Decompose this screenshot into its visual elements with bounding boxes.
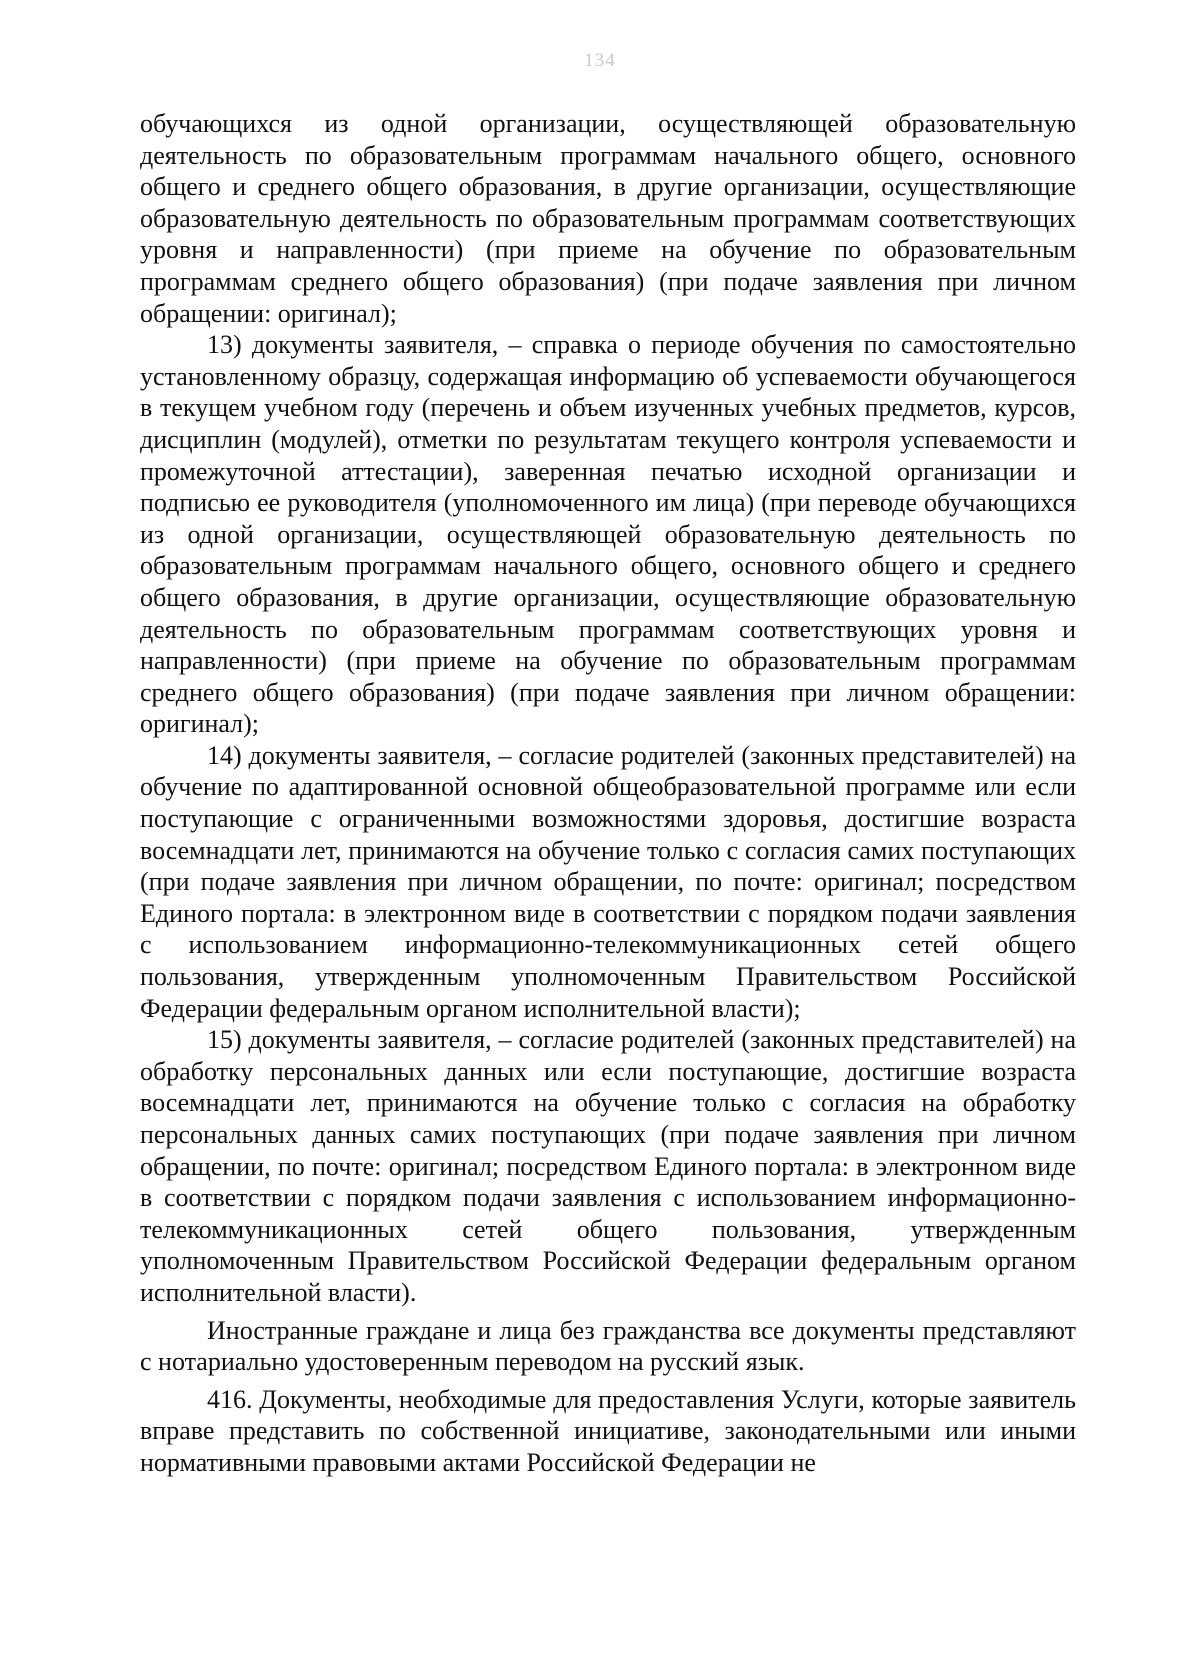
paragraph-foreign-citizens: Иностранные граждане и лица без гражданства все документы представляют с нотариально удостоверенным переводом на русский язык.	[140, 1315, 1076, 1377]
paragraph-item-13: 13) документы заявителя, – справка о периоде обучения по самостоятельно установленному образцу, содержащая информацию об успеваемости обучающегося в текущем учебном году (перечень и объем изученных учебных предметов, курсов, дисциплин (модулей), отметки по результатам текущего контроля успеваемости и промежуточной аттестации), заверенная печатью исходной организации и подписью ее руководителя (уполномоченного им лица) (при переводе обучающихся из одной организации, осуществляющей образовательную деятельность по образовательным программам начального общего, основного общего и среднего общего образования, в другие организации, осуществляющие образовательную деятельность по образовательным программам соответствующих уровня и направленности) (при приеме на обучение по образовательным программам среднего общего образования) (при подаче заявления при личном обращении: оригинал);	[140, 330, 1076, 739]
document-body	[140, 108, 1076, 1479]
paragraph-continuation: обучающихся из одной организации, осуществляющей образовательную деятельность по образовательным программам начального общего, основного общего и среднего общего образования, в другие организации, осуществляющие образовательную деятельность по образовательным программам соответствующих уровня и направленности) (при приеме на обучение по образовательным программам среднего общего образования) (при подаче заявления при личном обращении: оригинал);	[140, 109, 1076, 328]
page-number: 134	[584, 50, 616, 71]
paragraph-item-416: 416. Документы, необходимые для предоставления Услуги, которые заявитель вправе представить по собственной инициативе, законодательными или иными нормативными правовыми актами Российской Федерации не	[140, 1384, 1076, 1477]
paragraph-item-15: 15) документы заявителя, – согласие родителей (законных представителей) на обработку персональных данных или если поступающие, достигшие возраста восемнадцати лет, принимаются на обучение только с согласия на обработку персональных данных самих поступающих (при подаче заявления при личном обращении, по почте: оригинал; посредством Единого портала: в электронном виде в соответствии с порядком подачи заявления с использованием информационно-телекоммуникационных сетей общего пользования, утвержденным уполномоченным Правительством Российской Федерации федеральным органом исполнительной власти).	[140, 1025, 1076, 1307]
paragraph-item-14: 14) документы заявителя, – согласие родителей (законных представителей) на обучение по адаптированной основной общеобразовательной программе или если поступающие с ограниченными возможностями здоровья, достигшие возраста восемнадцати лет, принимаются на обучение только с согласия самих поступающих (при подаче заявления при личном обращении, по почте: оригинал; посредством Единого портала: в электронном виде в соответствии с порядком подачи заявления с использованием информационно-телекоммуникационных сетей общего пользования, утвержденным уполномоченным Правительством Российской Федерации федеральным органом исполнительной власти);	[140, 740, 1076, 1023]
